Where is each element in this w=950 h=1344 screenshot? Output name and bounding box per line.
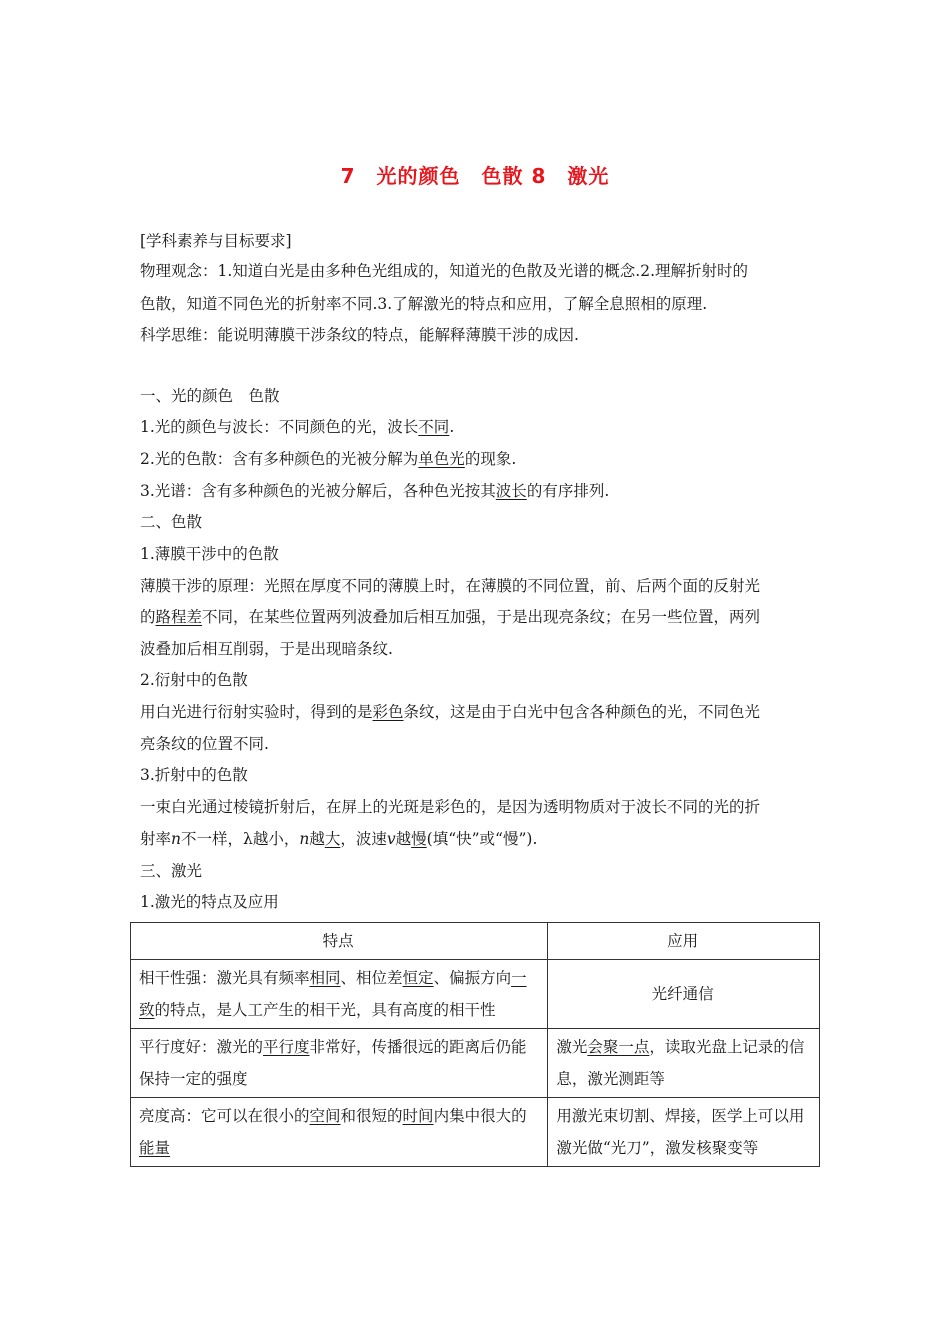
table-header-row xyxy=(131,923,820,960)
subsection-laser-features: 1.激光的特点及应用 xyxy=(140,893,279,911)
page-title: 7 光的颜色 色散 8 激光 xyxy=(340,164,610,188)
goals-line-2: 色散，知道不同色光的折射率不同.3.了解激光的特点和应用，了解全息照相的原理. xyxy=(140,295,708,313)
application-fiber: 光纤通信 xyxy=(548,960,820,1029)
diffraction-line-2: 亮条纹的位置不同. xyxy=(140,735,269,753)
table-header-applications: 应用 xyxy=(548,923,820,960)
table-row xyxy=(131,1098,820,1167)
thin-film-line-1: 薄膜干涉的原理：光照在厚度不同的薄膜上时，在薄膜的不同位置，前、后两个面的反射光 xyxy=(140,577,761,595)
application-cutting: 用激光束切割、焊接，医学上可以用激光做“光刀”，激发核聚变等 xyxy=(548,1098,820,1167)
subsection-thin-film: 1.薄膜干涉中的色散 xyxy=(140,545,279,563)
goals-heading: [学科素养与目标要求] xyxy=(140,232,292,250)
section-1-item-3: 3.光谱：含有多种颜色的光被分解后，各种色光按其波长的有序排列. xyxy=(140,482,610,500)
section-1-heading: 一、光的颜色 色散 xyxy=(140,387,280,405)
goals-line-1: 物理观念：1.知道白光是由多种色光组成的，知道光的色散及光谱的概念.2.理解折射时的 xyxy=(140,262,749,280)
section-1-item-1: 1.光的颜色与波长：不同颜色的光，波长不同. xyxy=(140,418,455,436)
refraction-line-2: 射率n不一样，λ越小，n越大，波速v越慢(填“快”或“慢”). xyxy=(140,830,538,848)
table-row xyxy=(131,1029,820,1098)
refraction-line-1: 一束白光通过棱镜折射后，在屏上的光斑是彩色的，是因为透明物质对于波长不同的光的折 xyxy=(140,798,761,816)
section-1-item-2: 2.光的色散：含有多种颜色的光被分解为单色光的现象. xyxy=(140,450,517,468)
subsection-diffraction: 2.衍射中的色散 xyxy=(140,671,248,689)
diffraction-line-1: 用白光进行衍射实验时，得到的是彩色条纹，这是由于白光中包含各种颜色的光，不同色光 xyxy=(140,703,761,721)
table-header-features: 特点 xyxy=(131,923,548,960)
goals-line-3: 科学思维：能说明薄膜干涉条纹的特点，能解释薄膜干涉的成因. xyxy=(140,326,579,344)
subsection-refraction: 3.折射中的色散 xyxy=(140,766,248,784)
table-row xyxy=(131,960,820,1029)
section-2-heading: 二、色散 xyxy=(140,513,203,531)
section-3-heading: 三、激光 xyxy=(140,862,203,880)
application-focus: 激光会聚一点，读取光盘上记录的信息，激光测距等 xyxy=(548,1029,820,1098)
laser-table xyxy=(130,922,820,1167)
thin-film-line-2: 的路程差不同，在某些位置两列波叠加后相互加强，于是出现亮条纹；在另一些位置，两列 xyxy=(140,608,761,626)
feature-brightness: 亮度高：它可以在很小的空间和很短的时间内集中很大的能量 xyxy=(131,1098,548,1167)
thin-film-line-3: 波叠加后相互削弱，于是出现暗条纹. xyxy=(140,640,393,658)
feature-coherence: 相干性强：激光具有频率相同、相位差恒定、偏振方向一致的特点，是人工产生的相干光，具有高度的相干性 xyxy=(131,960,548,1029)
feature-parallelism: 平行度好：激光的平行度非常好，传播很远的距离后仍能保持一定的强度 xyxy=(131,1029,548,1098)
